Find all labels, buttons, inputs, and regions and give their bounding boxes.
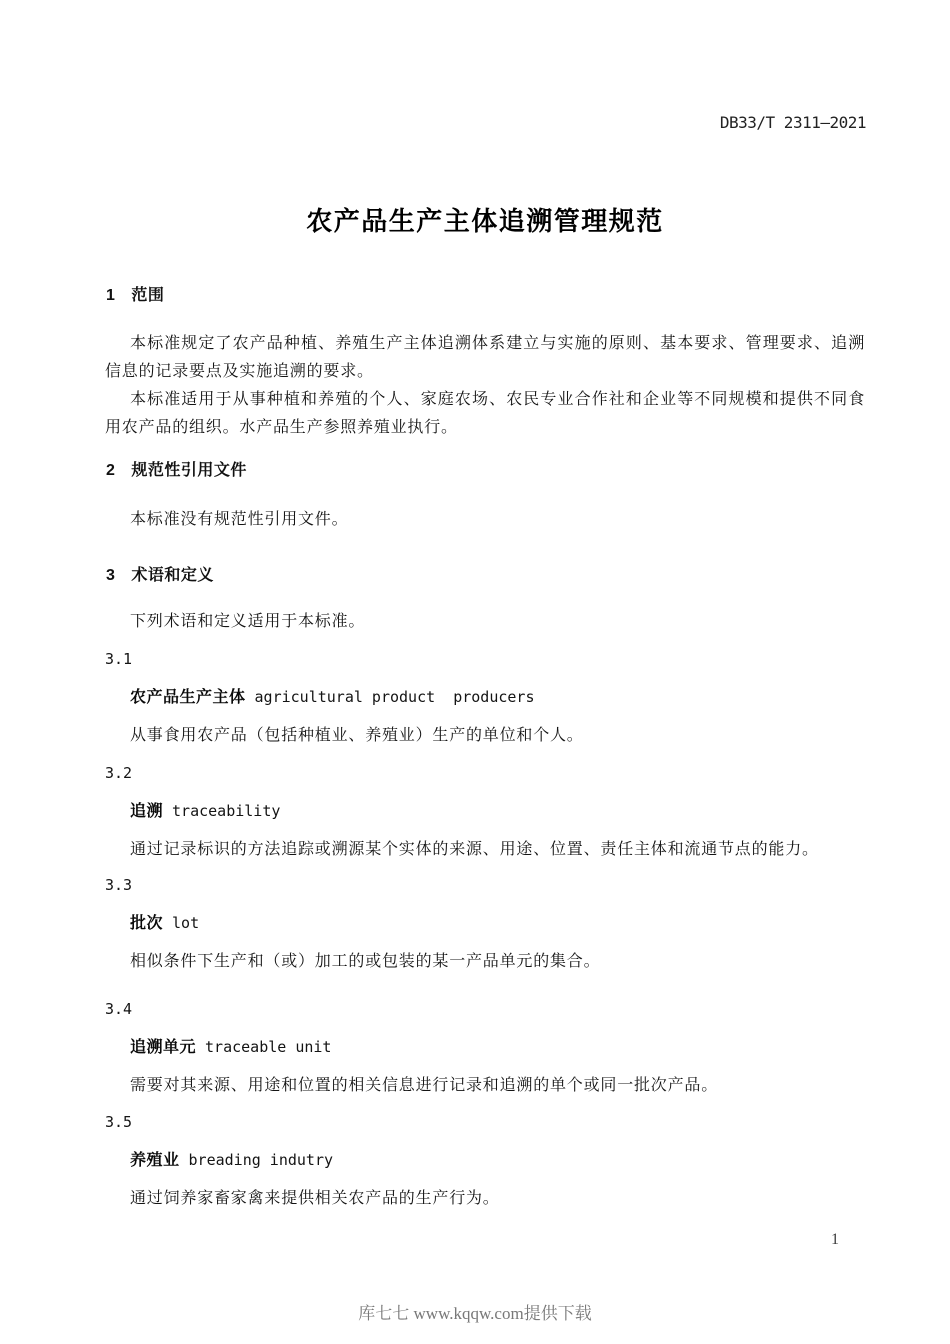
section-terms-heading [106, 562, 214, 585]
term-name-zh: 追溯单元 [130, 1039, 197, 1056]
section-number: 3 [106, 567, 116, 584]
normative-references-body [105, 506, 865, 534]
term-name-en: breading indutry [188, 1151, 334, 1169]
page-number: 1 [831, 1231, 839, 1248]
document-title: 农产品生产主体追溯管理规范 [306, 206, 664, 236]
term-item [105, 754, 865, 869]
term-definition: 通过记录标识的方法追踪或溯源某个实体的来源、用途、位置、责任主体和流通节点的能力。 [130, 841, 819, 858]
term-definition: 从事食用农产品（包括种植业、养殖业）生产的单位和个人。 [130, 727, 584, 744]
term-item [105, 1103, 865, 1218]
section-scope-heading [106, 282, 164, 305]
term-name-en: agricultural product producers [254, 688, 535, 706]
terms-intro [105, 608, 865, 636]
term-name-zh: 追溯 [130, 803, 164, 820]
term-name-line [105, 904, 865, 943]
term-definition: 需要对其来源、用途和位置的相关信息进行记录和追溯的单个或同一批次产品。 [130, 1077, 719, 1094]
term-definition: 相似条件下生产和（或）加工的或包装的某一产品单元的集合。 [130, 953, 601, 970]
term-name-line [105, 1028, 865, 1067]
term-item [105, 640, 865, 755]
section-number: 2 [106, 462, 116, 479]
section-title: 规范性引用文件 [131, 462, 247, 479]
term-number: 3.4 [105, 1000, 133, 1018]
term-item [105, 990, 865, 1105]
terms-intro-paragraph: 下列术语和定义适用于本标准。 [130, 613, 366, 630]
standard-code: DB33/T 2311—2021 [719, 113, 866, 132]
term-number: 3.2 [105, 764, 133, 782]
watermark-footer: 库七七 www.kqqw.com提供下载 [358, 1304, 592, 1323]
term-definition: 通过饲养家畜家禽来提供相关农产品的生产行为。 [130, 1190, 500, 1207]
term-name-zh: 农产品生产主体 [130, 689, 246, 706]
section-title: 范围 [131, 287, 165, 304]
scope-body [105, 330, 865, 442]
normative-references-paragraph: 本标准没有规范性引用文件。 [130, 511, 349, 528]
scope-paragraph-2: 本标准适用于从事种植和养殖的个人、家庭农场、农民专业合作社和企业等不同规模和提供不同食用农产品的组织。水产品生产参照养殖业执行。 [105, 391, 865, 436]
term-number: 3.3 [105, 876, 133, 894]
section-title: 术语和定义 [131, 567, 214, 584]
section-number: 1 [106, 287, 116, 304]
section-normative-references-heading [106, 457, 247, 480]
term-name-line [105, 792, 865, 831]
term-name-en: traceability [172, 802, 281, 820]
term-name-line [105, 678, 865, 717]
term-name-zh: 批次 [130, 915, 164, 932]
term-name-en: lot [172, 914, 200, 932]
scope-paragraph-1: 本标准规定了农产品种植、养殖生产主体追溯体系建立与实施的原则、基本要求、管理要求、追溯信息的记录要点及实施追溯的要求。 [105, 335, 865, 380]
term-item [105, 866, 865, 981]
term-name-line [105, 1141, 865, 1180]
term-number: 3.1 [105, 650, 133, 668]
term-number: 3.5 [105, 1113, 133, 1131]
term-name-en: traceable unit [205, 1038, 332, 1056]
term-name-zh: 养殖业 [130, 1152, 180, 1169]
